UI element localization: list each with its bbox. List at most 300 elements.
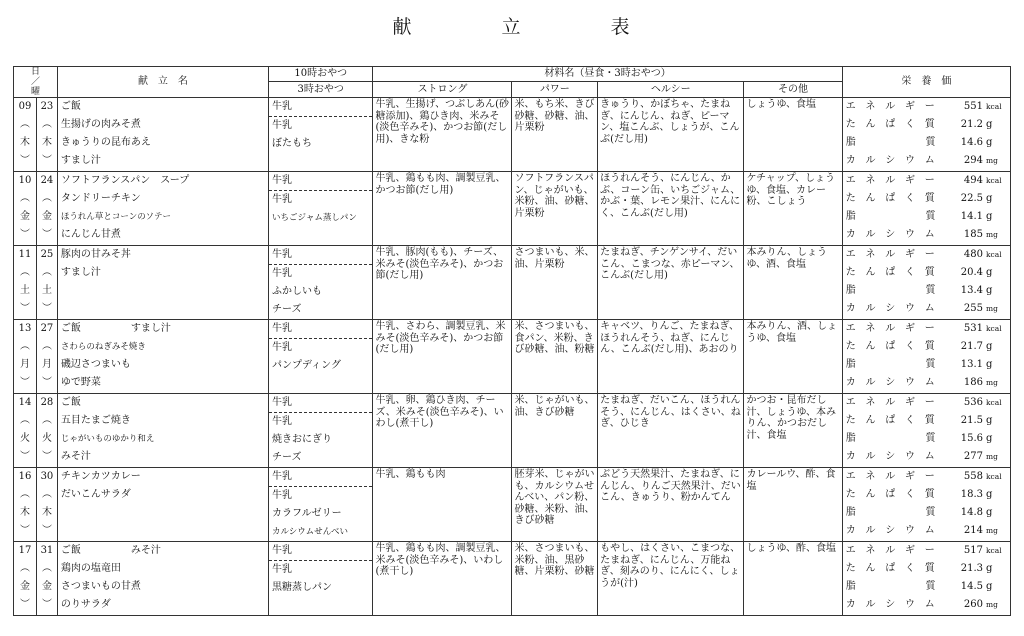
nutrient-label: 脂 質 — [845, 359, 939, 370]
dish-list — [57, 98, 268, 172]
nutrition-row — [843, 356, 1010, 374]
day-row — [14, 98, 1011, 172]
dish-item — [58, 504, 268, 522]
day-row — [14, 246, 1011, 320]
dish-list — [57, 246, 268, 320]
dish-item: ご飯 — [60, 397, 81, 408]
day-col-2 — [36, 320, 57, 394]
material-healthy: もやし、はくさい、こまつな、たまねぎ、にんじん、万能ねぎ、刻みのり、にんにく、しょうが(汁) — [598, 542, 744, 616]
day-number-1: 16 — [18, 471, 32, 482]
snack-10am: 牛乳 — [269, 172, 373, 191]
day-close-bracket: ︶ — [41, 451, 52, 462]
day-close-bracket: ︶ — [19, 599, 30, 610]
dish-item: だいこんサラダ — [60, 489, 131, 500]
day-row — [14, 542, 1011, 616]
nutrient-unit: kcal — [986, 398, 1002, 407]
snack-10am: 牛乳 — [269, 320, 373, 339]
day-number-2: 25 — [40, 249, 54, 260]
day-open-bracket: ︵ — [41, 563, 52, 574]
snack-3pm-item: 牛乳 — [271, 416, 292, 427]
day-col-2 — [36, 468, 57, 542]
nutrient-label: カ ル シ ウ ム — [845, 303, 939, 314]
nutrient-unit: mg — [986, 378, 998, 387]
snack-10am: 牛乳 — [269, 468, 373, 487]
day-open-bracket: ︵ — [41, 415, 52, 426]
nutrient-value: 21.2 — [960, 119, 983, 130]
day-number-2: 23 — [40, 101, 54, 112]
dish-item: さわらのねぎみそ焼き — [60, 342, 146, 352]
nutrition-row — [843, 542, 1010, 560]
nutrient-unit: g — [986, 581, 993, 592]
nutrient-value: 551 — [963, 101, 983, 112]
snack-3pm-item: 黒糖蒸しパン — [271, 582, 332, 593]
day-col-1 — [14, 320, 37, 394]
material-other: カレールウ、酢、食塩 — [744, 468, 842, 542]
nutrient-unit: g — [986, 137, 993, 148]
nutrient-label: た ん ぱ く 質 — [845, 119, 939, 130]
nutrition-values — [842, 98, 1010, 172]
dish-item — [58, 522, 268, 540]
snack-3pm-item — [269, 153, 373, 171]
snack-3pm-item — [269, 375, 373, 393]
nutrition-row — [843, 226, 1010, 244]
dish-item: ご飯 みそ汁 — [60, 545, 161, 556]
nutrient-unit: kcal — [986, 176, 1002, 185]
nutrient-unit: g — [986, 359, 993, 370]
dish-item: じゃがいものゆかり和え — [60, 434, 155, 444]
header-snack10: 10時おやつ — [268, 67, 373, 82]
day-close-bracket: ︶ — [41, 525, 52, 536]
snack-3pm-item: パンプディング — [271, 360, 341, 371]
day-close-bracket: ︶ — [41, 229, 52, 240]
snack-3pm-item: 焼きおにぎり — [271, 434, 332, 445]
nutrition-values — [842, 172, 1010, 246]
day-of-week: 金 — [19, 211, 30, 222]
nutrient-label: た ん ぱ く 質 — [845, 489, 939, 500]
material-power: 米、さつまいも、食パン、米粉、きび砂糖、油、粉糖 — [512, 320, 598, 394]
snack-3pm-item: ぼたもち — [271, 138, 312, 149]
dish-item: 生揚げの肉みそ煮 — [60, 119, 141, 130]
nutrient-unit: kcal — [986, 102, 1002, 111]
day-col-1 — [14, 246, 37, 320]
nutrition-row — [843, 578, 1010, 596]
dish-item: すまし汁 — [60, 155, 101, 166]
dish-item: 五目たまご焼き — [60, 415, 131, 426]
nutrient-label: 脂 質 — [845, 433, 939, 444]
nutrient-label: カ ル シ ウ ム — [845, 229, 939, 240]
day-number-2: 24 — [40, 175, 54, 186]
nutrient-value: 14.1 — [960, 211, 983, 222]
nutrition-row — [843, 430, 1010, 448]
day-open-bracket: ︵ — [19, 415, 30, 426]
nutrition-row — [843, 246, 1010, 264]
material-power: 米、さつまいも、米粉、油、黒砂糖、片栗粉、砂糖 — [512, 542, 598, 616]
nutrition-values — [842, 320, 1010, 394]
nutrition-row — [843, 152, 1010, 170]
nutrition-row — [843, 394, 1010, 412]
material-healthy: ほうれんそう、にんじん、かぶ、コーン缶、いちごジャム、かぶ・葉、レモン果汁、にんにく、こんぶ(だし用) — [598, 172, 744, 246]
day-col-2 — [36, 98, 57, 172]
nutrient-unit: g — [986, 285, 993, 296]
nutrition-row — [843, 264, 1010, 282]
snack-3pm-item: ふかしいも — [271, 286, 322, 297]
nutrient-label: た ん ぱ く 質 — [845, 341, 939, 352]
snack-10am: 牛乳 — [269, 98, 373, 117]
material-strong: 牛乳、さわら、調製豆乳、米みそ(淡色辛みそ)、かつお節(だし用) — [373, 320, 512, 394]
nutrient-label: た ん ぱ く 質 — [845, 193, 939, 204]
snack-10am: 牛乳 — [269, 542, 373, 561]
snack-3pm-item: 牛乳 — [271, 564, 292, 575]
title-char-1: 献 — [392, 16, 414, 38]
header-strong: ストロング — [373, 82, 512, 98]
material-healthy: ぶどう天然果汁、たまねぎ、にんじん、りんご天然果汁、だいこん、きゅうり、粉かんてん — [598, 468, 744, 542]
nutrient-label: カ ル シ ウ ム — [845, 377, 939, 388]
nutrition-row — [843, 98, 1010, 116]
day-of-week: 木 — [41, 137, 52, 148]
day-close-bracket: ︶ — [19, 377, 30, 388]
day-row — [14, 172, 1011, 246]
snack-3pm-item: 牛乳 — [271, 120, 292, 131]
snack-list — [268, 172, 373, 246]
nutrition-row — [843, 134, 1010, 152]
nutrient-unit: g — [986, 507, 993, 518]
dish-list — [57, 468, 268, 542]
day-col-2 — [36, 394, 57, 468]
nutrient-unit: g — [986, 193, 993, 204]
day-close-bracket: ︶ — [41, 303, 52, 314]
day-open-bracket: ︵ — [19, 193, 30, 204]
dish-item: 磯辺さつまいも — [60, 359, 131, 370]
nutrient-label: た ん ぱ く 質 — [845, 415, 939, 426]
nutrient-label: エ ネ ル ギ ー — [845, 101, 939, 112]
day-open-bracket: ︵ — [19, 563, 30, 574]
day-row — [14, 468, 1011, 542]
day-of-week: 金 — [41, 211, 52, 222]
header-day-bottom: 曜 — [30, 87, 40, 97]
nutrient-label: 脂 質 — [845, 507, 939, 518]
day-number-2: 30 — [40, 471, 54, 482]
snack-10am: 牛乳 — [269, 246, 373, 265]
header-day-top: 日 — [30, 67, 40, 77]
material-strong: 牛乳、鶏もも肉、調製豆乳、米みそ(淡色辛みそ)、いわし(煮干し) — [373, 542, 512, 616]
snack-3pm-item: カラフルゼリー — [271, 508, 342, 519]
header-snack3: 3時おやつ — [268, 82, 373, 98]
day-of-week: 火 — [41, 433, 52, 444]
nutrient-label: エ ネ ル ギ ー — [845, 175, 939, 186]
material-healthy: たまねぎ、チンゲンサイ、だいこん、こまつな、赤ピーマン、こんぶ(だし用) — [598, 246, 744, 320]
nutrient-label: エ ネ ル ギ ー — [845, 545, 939, 556]
day-col-1 — [14, 98, 37, 172]
nutrient-unit: kcal — [986, 472, 1002, 481]
dish-item: ソフトフランスパン スープ — [60, 175, 190, 186]
day-open-bracket: ︵ — [41, 267, 52, 278]
nutrient-value: 21.5 — [960, 415, 983, 426]
snack-list — [268, 320, 373, 394]
nutrient-value: 480 — [963, 249, 983, 260]
snack-10am: 牛乳 — [269, 394, 373, 413]
nutrient-label: カ ル シ ウ ム — [845, 155, 939, 166]
nutrition-row — [843, 486, 1010, 504]
day-close-bracket: ︶ — [41, 377, 52, 388]
menu-body — [14, 98, 1011, 616]
material-other: 本みりん、酒、しょうゆ、食塩 — [744, 320, 842, 394]
day-close-bracket: ︶ — [19, 451, 30, 462]
snack-3pm-item — [269, 227, 373, 245]
nutrition-row — [843, 338, 1010, 356]
nutrient-value: 14.8 — [960, 507, 983, 518]
material-other: しょうゆ、酢、食塩 — [744, 542, 842, 616]
menu-table — [13, 66, 1011, 616]
day-number-1: 14 — [18, 397, 32, 408]
nutrition-values — [842, 468, 1010, 542]
dish-item: きゅうりの昆布あえ — [60, 137, 151, 148]
day-open-bracket: ︵ — [19, 341, 30, 352]
nutrient-unit: mg — [986, 230, 998, 239]
dish-item: のりサラダ — [60, 599, 111, 610]
dish-item: ご飯 — [60, 101, 81, 112]
material-healthy: きゅうり、かぼちゃ、たまねぎ、にんじん、ねぎ、ピーマン、塩こんぶ、しょうが、こんぶ(だし用) — [598, 98, 744, 172]
nutrient-value: 21.7 — [960, 341, 983, 352]
material-strong: 牛乳、生揚げ、つぶしあん(砂糖添加)、鶏ひき肉、米みそ(淡色辛みそ)、かつお節(だし用)、きな粉 — [373, 98, 512, 172]
day-col-1 — [14, 468, 37, 542]
nutrient-value: 21.3 — [960, 563, 983, 574]
dish-item: ご飯 すまし汁 — [60, 323, 171, 334]
snack-list — [268, 468, 373, 542]
dish-item: 鶏肉の塩竜田 — [60, 563, 121, 574]
day-number-1: 10 — [18, 175, 32, 186]
nutrient-label: エ ネ ル ギ ー — [845, 323, 939, 334]
nutrition-row — [843, 468, 1010, 486]
nutrition-row — [843, 172, 1010, 190]
material-strong: 牛乳、豚肉(もも)、チーズ、米みそ(淡色辛みそ)、かつお節(だし用) — [373, 246, 512, 320]
day-number-1: 11 — [18, 249, 32, 260]
nutrition-row — [843, 374, 1010, 392]
dish-item: ゆで野菜 — [60, 377, 101, 388]
nutrient-label: カ ル シ ウ ム — [845, 599, 939, 610]
nutrient-label: 脂 質 — [845, 211, 939, 222]
day-of-week: 火 — [19, 433, 30, 444]
dish-item: チキンカツカレー — [60, 471, 141, 482]
header-nutrition: 栄 養 価 — [842, 67, 1010, 98]
nutrient-unit: g — [986, 119, 993, 130]
nutrient-value: 18.3 — [960, 489, 983, 500]
nutrient-unit: g — [986, 433, 993, 444]
snack-3pm-item: チーズ — [271, 452, 302, 463]
snack-list — [268, 98, 373, 172]
nutrient-label: エ ネ ル ギ ー — [845, 397, 939, 408]
nutrient-value: 558 — [963, 471, 983, 482]
dish-item — [58, 300, 268, 318]
nutrition-row — [843, 208, 1010, 226]
day-row — [14, 320, 1011, 394]
day-of-week: 土 — [41, 285, 52, 296]
nutrition-values — [842, 394, 1010, 468]
nutrition-row — [843, 282, 1010, 300]
day-of-week: 金 — [41, 581, 52, 592]
nutrient-value: 277 — [963, 451, 983, 462]
day-col-1 — [14, 172, 37, 246]
nutrient-unit: g — [986, 267, 993, 278]
nutrition-values — [842, 246, 1010, 320]
nutrient-value: 214 — [963, 525, 983, 536]
header-power: パワー — [512, 82, 598, 98]
nutrient-value: 14.6 — [960, 137, 983, 148]
nutrient-value: 185 — [963, 229, 983, 240]
material-strong: 牛乳、卵、鶏ひき肉、チーズ、米みそ(淡色辛みそ)、いわし(煮干し) — [373, 394, 512, 468]
material-other: 本みりん、しょうゆ、酒、食塩 — [744, 246, 842, 320]
nutrient-value: 20.4 — [960, 267, 983, 278]
day-close-bracket: ︶ — [19, 155, 30, 166]
nutrient-value: 15.6 — [960, 433, 983, 444]
nutrition-row — [843, 522, 1010, 540]
nutrient-value: 13.4 — [960, 285, 983, 296]
nutrition-row — [843, 560, 1010, 578]
day-of-week: 木 — [19, 507, 30, 518]
day-open-bracket: ︵ — [19, 489, 30, 500]
material-power: さつまいも、米、油、片栗粉 — [512, 246, 598, 320]
material-strong: 牛乳、鶏もも肉、調製豆乳、かつお節(だし用) — [373, 172, 512, 246]
nutrient-unit: g — [986, 415, 993, 426]
header-healthy: ヘルシー — [598, 82, 744, 98]
dish-item: すまし汁 — [60, 267, 101, 278]
nutrient-value: 14.5 — [960, 581, 983, 592]
page-title — [0, 12, 1024, 39]
header-other: その他 — [744, 82, 842, 98]
day-row — [14, 394, 1011, 468]
material-power: 米、じゃがいも、油、きび砂糖 — [512, 394, 598, 468]
nutrient-unit: g — [986, 211, 993, 222]
dish-list — [57, 394, 268, 468]
nutrition-row — [843, 448, 1010, 466]
nutrient-label: エ ネ ル ギ ー — [845, 471, 939, 482]
header-day — [14, 67, 58, 98]
nutrient-value: 531 — [963, 323, 983, 334]
header-menu-name: 献 立 名 — [57, 67, 268, 98]
dish-item: ほうれん草とコーンのソテー — [60, 212, 172, 222]
material-power: ソフトフランスパン、じゃがいも、米粉、油、砂糖、片栗粉 — [512, 172, 598, 246]
nutrient-label: 脂 質 — [845, 137, 939, 148]
nutrient-value: 255 — [963, 303, 983, 314]
day-open-bracket: ︵ — [41, 341, 52, 352]
header-day-slash: ／ — [30, 77, 40, 87]
nutrition-row — [843, 300, 1010, 318]
material-other: かつお・昆布だし汁、しょうゆ、本みりん、かつおだし汁、食塩 — [744, 394, 842, 468]
day-open-bracket: ︵ — [19, 119, 30, 130]
material-other: しょうゆ、食塩 — [744, 98, 842, 172]
day-close-bracket: ︶ — [19, 229, 30, 240]
title-char-2: 立 — [501, 16, 523, 38]
snack-3pm-item: カルシウムせんべい — [271, 527, 349, 537]
day-of-week: 土 — [19, 285, 30, 296]
material-healthy: キャベツ、りんご、たまねぎ、ほうれんそう、ねぎ、にんじん、こんぶ(だし用)、あおのり — [598, 320, 744, 394]
nutrient-value: 536 — [963, 397, 983, 408]
snack-3pm-item: 牛乳 — [271, 342, 292, 353]
nutrition-row — [843, 596, 1010, 614]
nutrient-unit: g — [986, 563, 993, 574]
nutrient-unit: g — [986, 489, 993, 500]
day-close-bracket: ︶ — [19, 525, 30, 536]
dish-item: みそ汁 — [60, 451, 91, 462]
nutrition-row — [843, 320, 1010, 338]
snack-3pm-item — [269, 597, 373, 615]
nutrient-label: た ん ぱ く 質 — [845, 267, 939, 278]
snack-3pm-item: いちごジャム蒸しパン — [271, 213, 357, 223]
snack-3pm-item: チーズ — [271, 304, 302, 315]
dish-item: タンドリーチキン — [60, 193, 141, 204]
nutrient-label: カ ル シ ウ ム — [845, 525, 939, 536]
day-col-2 — [36, 172, 57, 246]
nutrient-unit: mg — [986, 600, 998, 609]
nutrient-unit: mg — [986, 156, 998, 165]
dish-list — [57, 542, 268, 616]
day-close-bracket: ︶ — [41, 155, 52, 166]
snack-3pm-item: 牛乳 — [271, 490, 292, 501]
day-of-week: 木 — [19, 137, 30, 148]
header-materials: 材料名（昼食・3時おやつ） — [373, 67, 842, 82]
nutrient-label: 脂 質 — [845, 581, 939, 592]
day-of-week: 月 — [41, 359, 52, 370]
nutrient-unit: mg — [986, 304, 998, 313]
nutrient-value: 13.1 — [960, 359, 983, 370]
material-power: 胚芽米、じゃがいも、カルシウムせんべい、パン粉、砂糖、米粉、油、きび砂糖 — [512, 468, 598, 542]
day-col-1 — [14, 542, 37, 616]
nutrient-unit: g — [986, 341, 993, 352]
day-col-2 — [36, 542, 57, 616]
snack-list — [268, 542, 373, 616]
material-strong: 牛乳、鶏もも肉 — [373, 468, 512, 542]
day-open-bracket: ︵ — [41, 489, 52, 500]
snack-3pm-item: 牛乳 — [271, 268, 292, 279]
day-of-week: 月 — [19, 359, 30, 370]
day-col-2 — [36, 246, 57, 320]
nutrient-unit: mg — [986, 526, 998, 535]
day-open-bracket: ︵ — [19, 267, 30, 278]
material-power: 米、もち米、きび砂糖、砂糖、油、片栗粉 — [512, 98, 598, 172]
nutrition-values — [842, 542, 1010, 616]
day-close-bracket: ︶ — [19, 303, 30, 314]
nutrient-value: 22.5 — [960, 193, 983, 204]
day-number-2: 31 — [40, 545, 54, 556]
dish-list — [57, 172, 268, 246]
day-number-1: 09 — [18, 101, 32, 112]
day-number-1: 13 — [18, 323, 32, 334]
day-number-2: 28 — [40, 397, 54, 408]
dish-item: にんじん甘煮 — [60, 229, 121, 240]
nutrition-row — [843, 412, 1010, 430]
dish-item — [58, 282, 268, 300]
dish-item: 豚肉の甘みそ丼 — [60, 249, 131, 260]
nutrient-label: 脂 質 — [845, 285, 939, 296]
snack-list — [268, 246, 373, 320]
nutrient-value: 294 — [963, 155, 983, 166]
day-of-week: 木 — [41, 507, 52, 518]
nutrient-value: 260 — [963, 599, 983, 610]
nutrient-value: 186 — [963, 377, 983, 388]
nutrition-row — [843, 116, 1010, 134]
nutrient-label: た ん ぱ く 質 — [845, 563, 939, 574]
title-char-3: 表 — [610, 16, 632, 38]
day-close-bracket: ︶ — [41, 599, 52, 610]
material-healthy: たまねぎ、だいこん、ほうれんそう、にんじん、はくさい、ねぎ、ひじき — [598, 394, 744, 468]
day-of-week: 金 — [19, 581, 30, 592]
dish-item: さつまいもの甘煮 — [60, 581, 141, 592]
day-open-bracket: ︵ — [41, 119, 52, 130]
snack-list — [268, 394, 373, 468]
day-open-bracket: ︵ — [41, 193, 52, 204]
nutrition-row — [843, 504, 1010, 522]
material-other: ケチャップ、しょうゆ、食塩、カレー粉、こしょう — [744, 172, 842, 246]
nutrient-label: エ ネ ル ギ ー — [845, 249, 939, 260]
